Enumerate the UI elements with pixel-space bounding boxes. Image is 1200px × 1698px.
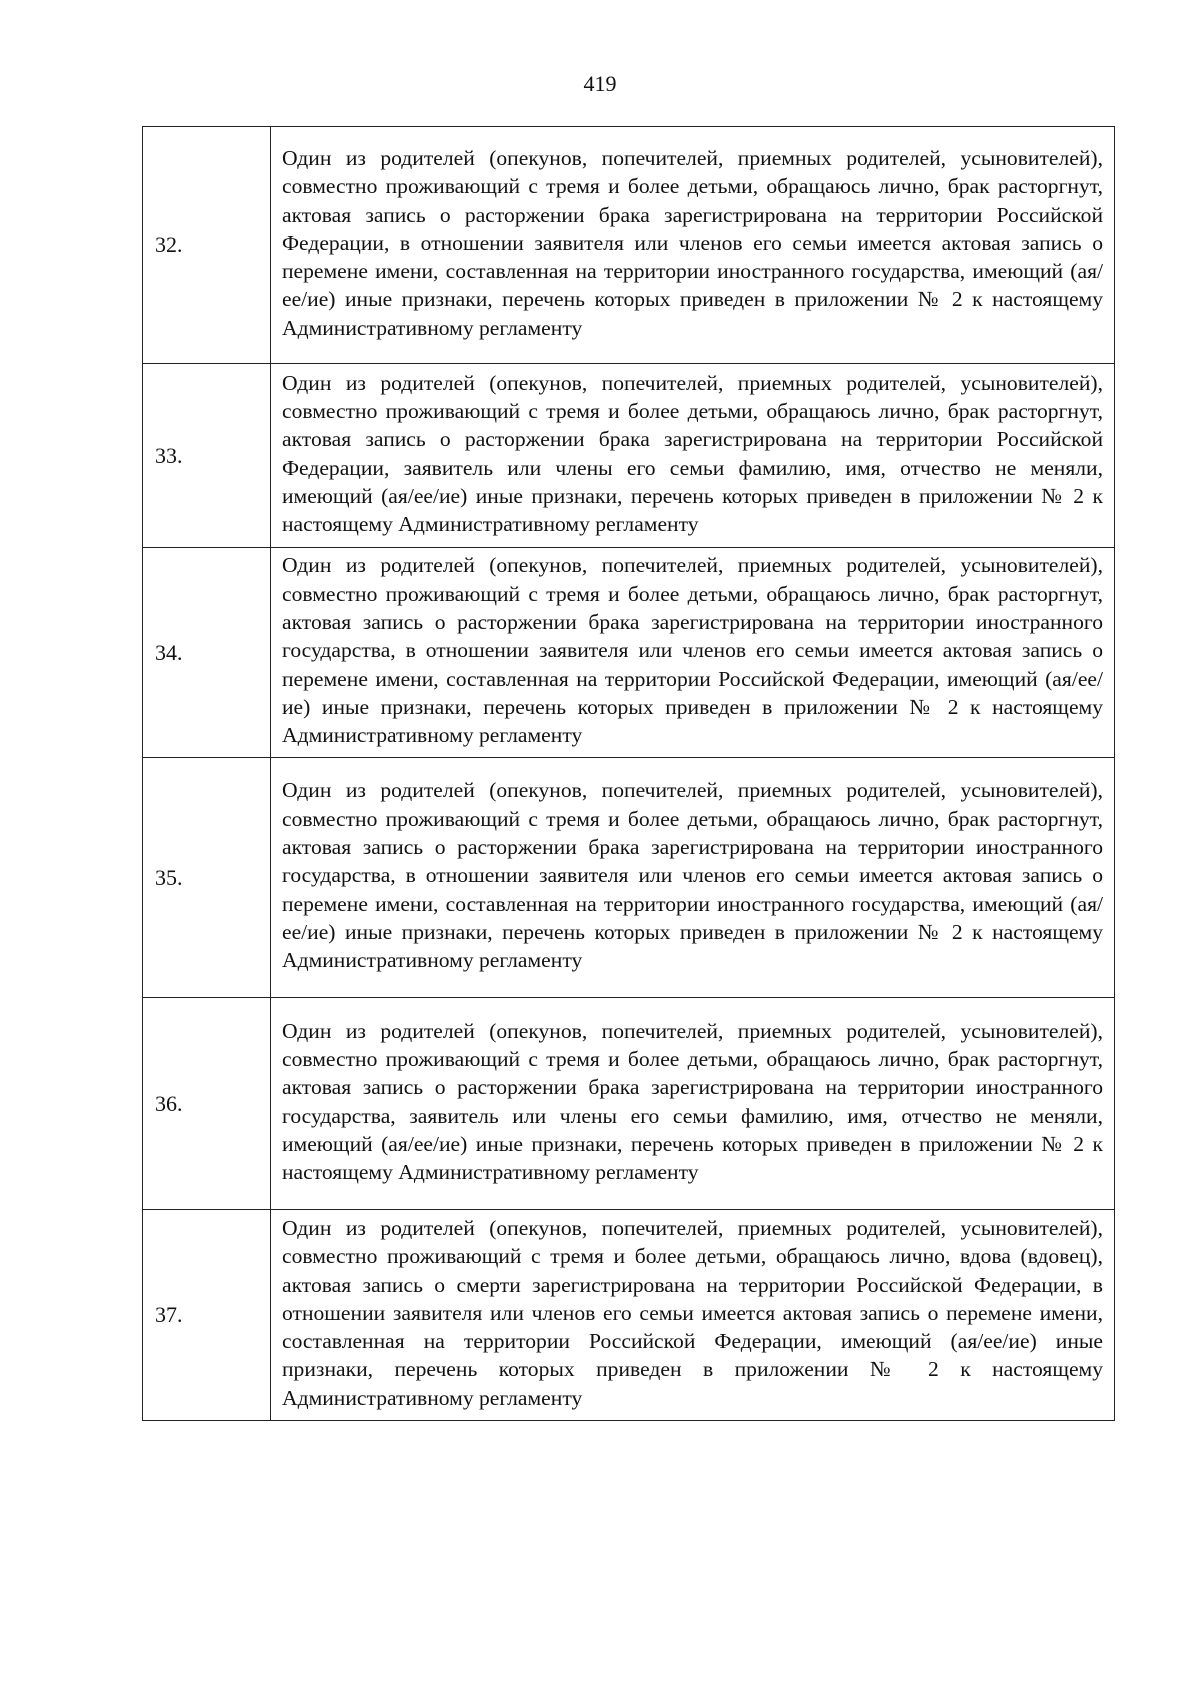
table-row — [143, 758, 1115, 998]
row-number: 34. — [143, 548, 271, 758]
row-number: 37. — [143, 1210, 271, 1421]
row-number: 35. — [143, 758, 271, 998]
row-number: 36. — [143, 998, 271, 1210]
row-text: Один из родителей (опекунов, попечителей, приемных родителей, усыновителей), совместно проживающий с тремя и более детьми, обращаюсь лично, брак расторгнут, актовая запись о расторжении брака зарегистрирована на территории иностранного государства, в отношении заявителя или членов его семьи имеется актовая запись о перемене имени, составленная на территории Российской Федерации, имеющий (ая/ее/ие) иные признаки, перечень которых приведен в приложении № 2 к настоящему Административному регламенту — [271, 548, 1115, 758]
table-row — [143, 998, 1115, 1210]
table-row — [143, 364, 1115, 548]
regulation-table — [142, 126, 1115, 1421]
table-row — [143, 1210, 1115, 1421]
row-text: Один из родителей (опекунов, попечителей, приемных родителей, усыновителей), совместно проживающий с тремя и более детьми, обращаюсь лично, брак расторгнут, актовая запись о расторжении брака зарегистрирована на территории Российской Федерации, в отношении заявителя или членов его семьи имеется актовая запись о перемене имени, составленная на территории иностранного государства, имеющий (ая/ее/ие) иные признаки, перечень которых приведен в приложении № 2 к настоящему Административному регламенту — [271, 127, 1115, 364]
table-row — [143, 127, 1115, 364]
table-row — [143, 548, 1115, 758]
row-text: Один из родителей (опекунов, попечителей, приемных родителей, усыновителей), совместно проживающий с тремя и более детьми, обращаюсь лично, вдова (вдовец), актовая запись о смерти зарегистрирована на территории Российской Федерации, в отношении заявителя или членов его семьи имеется актовая запись о перемене имени, составленная на территории Российской Федерации, имеющий (ая/ее/ие) иные признаки, перечень которых приведен в приложении № 2 к настоящему Административному регламенту — [271, 1210, 1115, 1421]
row-number: 33. — [143, 364, 271, 548]
row-text: Один из родителей (опекунов, попечителей, приемных родителей, усыновителей), совместно проживающий с тремя и более детьми, обращаюсь лично, брак расторгнут, актовая запись о расторжении брака зарегистрирована на территории Российской Федерации, заявитель или члены его семьи фамилию, имя, отчество не меняли, имеющий (ая/ее/ие) иные признаки, перечень которых приведен в приложении № 2 к настоящему Административному регламенту — [271, 364, 1115, 548]
row-number: 32. — [143, 127, 271, 364]
row-text: Один из родителей (опекунов, попечителей, приемных родителей, усыновителей), совместно проживающий с тремя и более детьми, обращаюсь лично, брак расторгнут, актовая запись о расторжении брака зарегистрирована на территории иностранного государства, заявитель или члены его семьи фамилию, имя, отчество не меняли, имеющий (ая/ее/ие) иные признаки, перечень которых приведен в приложении № 2 к настоящему Административному регламенту — [271, 998, 1115, 1210]
row-text: Один из родителей (опекунов, попечителей, приемных родителей, усыновителей), совместно проживающий с тремя и более детьми, обращаюсь лично, брак расторгнут, актовая запись о расторжении брака зарегистрирована на территории иностранного государства, в отношении заявителя или членов его семьи имеется актовая запись о перемене имени, составленная на территории иностранного государства, имеющий (ая/ее/ие) иные признаки, перечень которых приведен в приложении № 2 к настоящему Административному регламенту — [271, 758, 1115, 998]
page-number: 419 — [583, 71, 617, 96]
